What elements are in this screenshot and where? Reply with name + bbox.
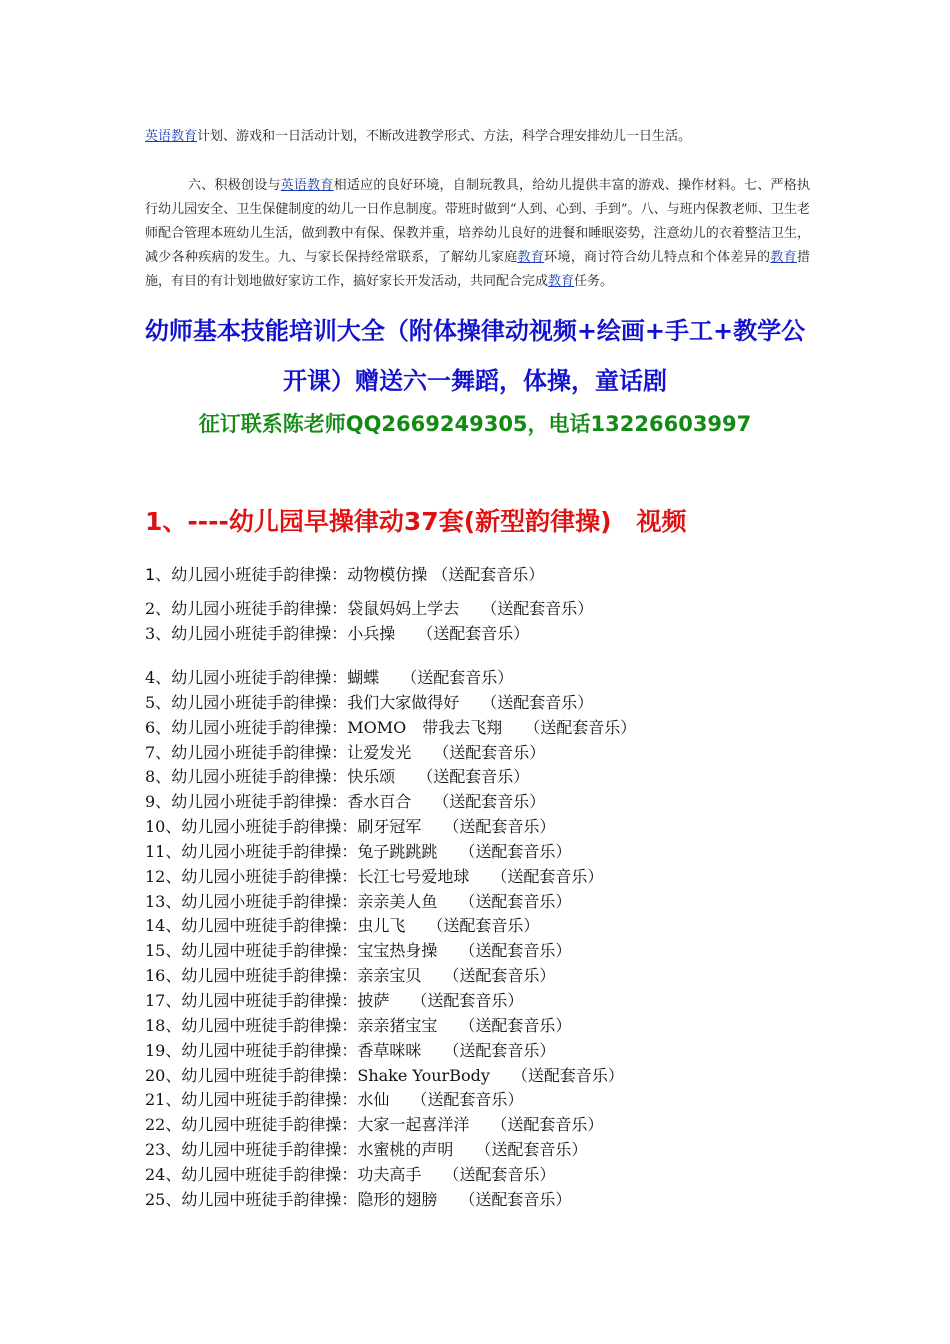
paragraph-text: 六、积极创设与 <box>188 178 281 193</box>
list-item <box>145 716 636 741</box>
list-item <box>145 1064 636 1089</box>
item-number: 24、 <box>145 1164 182 1184</box>
list-item <box>145 890 636 915</box>
list-item <box>145 939 636 964</box>
item-name: 幼儿园中班徒手韵律操：隐形的翅膀 <box>181 1189 438 1209</box>
item-note: （送配套音乐） <box>433 742 546 762</box>
list-item <box>145 597 593 622</box>
item-number: 19、 <box>145 1040 182 1060</box>
item-note: （送配套音乐） <box>511 1065 624 1085</box>
item-name: 幼儿园小班徒手韵律操：小兵操 <box>171 623 396 643</box>
item-name: 幼儿园小班徒手韵律操：刷牙冠军 <box>181 817 422 837</box>
list-item <box>145 691 636 716</box>
item-name: 幼儿园中班徒手韵律操：亲亲宝贝 <box>181 966 422 986</box>
education-link[interactable]: 教育 <box>548 274 575 289</box>
item-note: （送配套音乐） <box>443 817 556 837</box>
list-item <box>145 815 636 840</box>
item-name: 幼儿园中班徒手韵律操：亲亲猪宝宝 <box>181 1015 438 1035</box>
section-title: 1、----幼儿园早操律动37套(新型韵律操) 视频 <box>145 507 687 536</box>
item-note: （送配套音乐） <box>443 1164 556 1184</box>
education-link[interactable]: 教育 <box>770 250 797 265</box>
item-number: 14、 <box>145 916 182 936</box>
english-education-link[interactable]: 英语教育 <box>280 178 334 193</box>
item-note: （送配套音乐） <box>481 692 594 712</box>
list-item <box>145 914 636 939</box>
item-note: （送配套音乐） <box>433 792 546 812</box>
item-name: 幼儿园小班徒手韵律操：动物模仿操 <box>171 565 428 584</box>
item-note: （送配套音乐） <box>417 623 530 643</box>
paragraph-text: 任务。 <box>574 274 614 289</box>
item-name: 幼儿园中班徒手韵律操：披萨 <box>181 990 390 1010</box>
list-item <box>145 1138 636 1163</box>
item-name: 幼儿园中班徒手韵律操：水蜜桃的声明 <box>181 1140 454 1160</box>
item-name: 幼儿园小班徒手韵律操：我们大家做得好 <box>171 692 460 712</box>
list-item <box>145 840 636 865</box>
item-name: 幼儿园小班徒手韵律操：让爱发光 <box>171 742 412 762</box>
item-number: 6、 <box>145 717 172 737</box>
intro-paragraph-1 <box>145 125 810 149</box>
item-note: （送配套音乐） <box>491 1115 604 1135</box>
list-item <box>145 865 636 890</box>
item-number: 9、 <box>145 792 172 812</box>
item-number: 17、 <box>145 990 182 1010</box>
item-number: 12、 <box>145 866 182 886</box>
item-number: 2、 <box>145 599 172 618</box>
item-number: 4、 <box>145 668 172 687</box>
item-name: 幼儿园中班徒手韵律操：Shake YourBody <box>181 1065 490 1085</box>
exercise-list-part-1 <box>145 597 593 647</box>
list-item <box>145 790 636 815</box>
item-name: 幼儿园中班徒手韵律操：香草咪咪 <box>181 1040 422 1060</box>
item-name: 幼儿园小班徒手韵律操：MOMO 带我去飞翔 <box>171 717 503 737</box>
item-number: 25、 <box>145 1189 182 1209</box>
item-name: 幼儿园小班徒手韵律操：亲亲美人鱼 <box>181 891 438 911</box>
item-note: （送配套音乐） <box>411 1090 524 1110</box>
item-note: （送配套音乐） <box>459 1189 572 1209</box>
list-item <box>145 1188 636 1213</box>
promo-contact: 征订联系陈老师QQ2669249305，电话13226603997 <box>198 412 752 436</box>
item-number: 7、 <box>145 742 172 762</box>
item-note: （送配套音乐） <box>459 841 572 861</box>
list-item <box>145 562 544 588</box>
paragraph-text: 计划、游戏和一日活动计划，不断改进教学形式、方法，科学合理安排幼儿一日生活。 <box>197 129 692 144</box>
item-name: 幼儿园小班徒手韵律操：兔子跳跳跳 <box>181 841 438 861</box>
item-note: （送配套音乐） <box>459 941 572 961</box>
item-note: （送配套音乐） <box>459 1015 572 1035</box>
item-number: 23、 <box>145 1140 182 1160</box>
item-note: （送配套音乐） <box>427 916 540 936</box>
list-item <box>145 622 593 647</box>
item-note: （送配套音乐） <box>432 565 545 584</box>
item-number: 1、 <box>145 565 172 584</box>
list-item <box>145 1014 636 1039</box>
item-note: （送配套音乐） <box>417 767 530 787</box>
list-item <box>145 765 636 790</box>
list-item <box>145 1088 636 1113</box>
promo-heading: 幼师基本技能培训大全（附体操律动视频+绘画+手工+教学公开课）赠送六一舞蹈，体操，童话剧 <box>144 317 806 395</box>
list-item <box>145 1113 636 1138</box>
item-name: 幼儿园小班徒手韵律操：蝴蝶 <box>171 668 380 687</box>
item-name: 幼儿园小班徒手韵律操：香水百合 <box>171 792 412 812</box>
item-name: 幼儿园小班徒手韵律操：长江七号爱地球 <box>181 866 470 886</box>
item-name: 幼儿园小班徒手韵律操：快乐颂 <box>171 767 396 787</box>
item-note: （送配套音乐） <box>475 1140 588 1160</box>
paragraph-text: 环境，商讨符合幼儿特点和个体差异的 <box>544 250 771 265</box>
item-note: （送配套音乐） <box>411 990 524 1010</box>
paragraph-text: 措施，有目的有计划地做好家访工作，搞好家长开发活动，共同配合完成 <box>145 250 810 289</box>
english-education-link[interactable]: 英语教育 <box>145 129 198 144</box>
item-name: 幼儿园中班徒手韵律操：宝宝热身操 <box>181 941 438 961</box>
item-note: （送配套音乐） <box>443 1040 556 1060</box>
item-number: 16、 <box>145 966 182 986</box>
list-item <box>145 666 636 691</box>
education-link[interactable]: 教育 <box>517 250 545 265</box>
item-note: （送配套音乐） <box>459 891 572 911</box>
list-item <box>145 989 636 1014</box>
item-note: （送配套音乐） <box>491 866 604 886</box>
item-name: 幼儿园中班徒手韵律操：虫儿飞 <box>181 916 406 936</box>
item-name: 幼儿园中班徒手韵律操：水仙 <box>181 1090 390 1110</box>
exercise-list-part-2 <box>145 666 636 1213</box>
item-note: （送配套音乐） <box>443 966 556 986</box>
item-number: 20、 <box>145 1065 182 1085</box>
item-number: 18、 <box>145 1015 182 1035</box>
item-number: 22、 <box>145 1115 182 1135</box>
item-note: （送配套音乐） <box>481 599 594 618</box>
item-number: 15、 <box>145 941 182 961</box>
item-number: 10、 <box>145 817 182 837</box>
intro-paragraph-2 <box>145 174 810 294</box>
item-name: 幼儿园小班徒手韵律操：袋鼠妈妈上学去 <box>171 599 460 618</box>
item-name: 幼儿园中班徒手韵律操：功夫高手 <box>181 1164 422 1184</box>
paragraph-text: 相适应的良好环境，自制玩教具，给幼儿提供丰富的游戏、操作材料。七、严格执行幼儿园安全、卫生保健制度的幼儿一日作息制度。带班时做到“人到、心到、手到”。八、与班内保教老师、卫生老师配合管理本班幼儿生活，做到教中有保、保教并重，培养幼儿良好的进餐和睡眠姿势，注意幼儿的衣着整洁卫生，减少各种疾病的发生。九、与家长保持经常联系，了解幼儿家庭 <box>145 178 810 265</box>
item-number: 3、 <box>145 623 172 643</box>
item-number: 5、 <box>145 692 172 712</box>
list-item <box>145 741 636 766</box>
item-number: 21、 <box>145 1090 182 1110</box>
item-note: （送配套音乐） <box>524 717 637 737</box>
list-item <box>145 964 636 989</box>
item-number: 13、 <box>145 891 182 911</box>
item-number: 8、 <box>145 767 172 787</box>
item-name: 幼儿园中班徒手韵律操：大家一起喜洋洋 <box>181 1115 470 1135</box>
item-note: （送配套音乐） <box>401 668 514 687</box>
list-item <box>145 1163 636 1188</box>
list-item <box>145 1039 636 1064</box>
item-number: 11、 <box>145 841 182 861</box>
